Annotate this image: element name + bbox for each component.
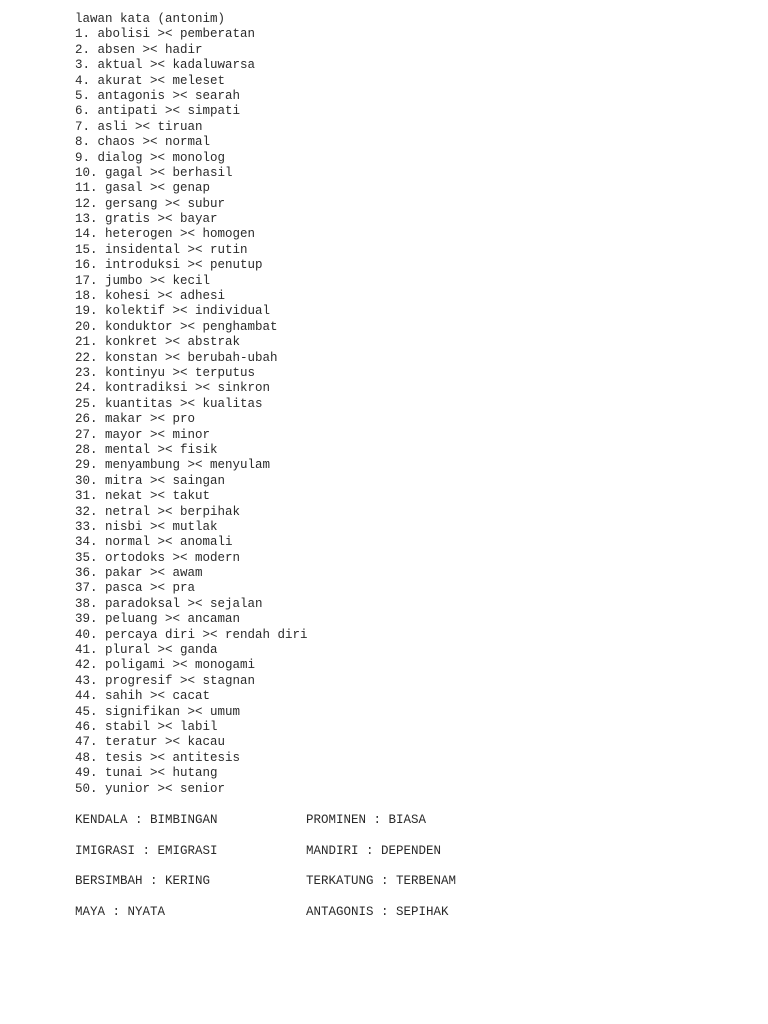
list-item: 45. signifikan >< umum bbox=[75, 704, 241, 719]
list-item: 40. percaya diri >< rendah diri bbox=[75, 627, 308, 642]
list-item: 49. tunai >< hutang bbox=[75, 766, 218, 781]
list-item: 15. insidental >< rutin bbox=[75, 242, 248, 257]
list-item: 47. teratur >< kacau bbox=[75, 735, 226, 750]
list-item: 41. plural >< ganda bbox=[75, 643, 218, 658]
list-item: 9. dialog >< monolog bbox=[75, 150, 226, 165]
word-pair-left: MAYA : NYATA bbox=[75, 904, 166, 919]
word-pair-row bbox=[75, 813, 735, 828]
list-item: 25. kuantitas >< kualitas bbox=[75, 396, 263, 411]
list-item: 46. stabil >< labil bbox=[75, 719, 218, 734]
list-item: 21. konkret >< abstrak bbox=[75, 335, 241, 350]
list-item: 38. paradoksal >< sejalan bbox=[75, 596, 263, 611]
list-item: 20. konduktor >< penghambat bbox=[75, 319, 278, 334]
list-item: 37. pasca >< pra bbox=[75, 581, 196, 596]
list-item: 1. abolisi >< pemberatan bbox=[75, 27, 256, 42]
list-item: 7. asli >< tiruan bbox=[75, 119, 203, 134]
list-item: 4. akurat >< meleset bbox=[75, 73, 226, 88]
word-pair-right: MANDIRI : DEPENDEN bbox=[306, 843, 442, 858]
list-item: 17. jumbo >< kecil bbox=[75, 273, 211, 288]
list-item: 5. antagonis >< searah bbox=[75, 88, 241, 103]
list-item: 2. absen >< hadir bbox=[75, 42, 203, 57]
list-item: 31. nekat >< takut bbox=[75, 489, 211, 504]
word-pair-row bbox=[75, 844, 735, 859]
word-pair-row bbox=[75, 874, 735, 889]
list-item: 50. yunior >< senior bbox=[75, 781, 226, 796]
word-pair-left: IMIGRASI : EMIGRASI bbox=[75, 843, 218, 858]
word-pair-row bbox=[75, 905, 735, 920]
document-title: lawan kata (antonim) bbox=[75, 12, 226, 26]
word-pair-left: KENDALA : BIMBINGAN bbox=[75, 812, 218, 827]
list-item: 3. aktual >< kadaluwarsa bbox=[75, 58, 256, 73]
list-item: 35. ortodoks >< modern bbox=[75, 550, 241, 565]
list-item: 6. antipati >< simpati bbox=[75, 104, 241, 119]
word-pair-right: PROMINEN : BIASA bbox=[306, 812, 427, 827]
list-item: 48. tesis >< antitesis bbox=[75, 750, 241, 765]
list-item: 27. mayor >< minor bbox=[75, 427, 211, 442]
list-item: 19. kolektif >< individual bbox=[75, 304, 271, 319]
list-item: 39. peluang >< ancaman bbox=[75, 612, 241, 627]
word-pair-left: BERSIMBAH : KERING bbox=[75, 874, 211, 889]
list-item: 34. normal >< anomali bbox=[75, 535, 233, 550]
list-item: 22. konstan >< berubah-ubah bbox=[75, 350, 278, 365]
word-pair-right: TERKATUNG : TERBENAM bbox=[306, 874, 457, 889]
list-item: 23. kontinyu >< terputus bbox=[75, 365, 256, 380]
list-item: 43. progresif >< stagnan bbox=[75, 673, 256, 688]
list-item: 30. mitra >< saingan bbox=[75, 473, 226, 488]
list-item: 12. gersang >< subur bbox=[75, 196, 226, 211]
list-item: 8. chaos >< normal bbox=[75, 135, 211, 150]
word-pair-right: ANTAGONIS : SEPIHAK bbox=[306, 904, 449, 919]
list-item: 14. heterogen >< homogen bbox=[75, 227, 256, 242]
list-item: 18. kohesi >< adhesi bbox=[75, 289, 226, 304]
list-item: 16. introduksi >< penutup bbox=[75, 258, 263, 273]
list-item: 36. pakar >< awam bbox=[75, 566, 203, 581]
word-pair-section bbox=[75, 813, 735, 920]
list-item: 28. mental >< fisik bbox=[75, 442, 218, 457]
list-item: 29. menyambung >< menyulam bbox=[75, 458, 271, 473]
list-item: 44. sahih >< cacat bbox=[75, 689, 211, 704]
document-body bbox=[75, 12, 735, 936]
list-item: 10. gagal >< berhasil bbox=[75, 165, 233, 180]
list-item: 24. kontradiksi >< sinkron bbox=[75, 381, 271, 396]
list-item: 32. netral >< berpihak bbox=[75, 504, 241, 519]
list-item: 42. poligami >< monogami bbox=[75, 658, 256, 673]
antonym-list bbox=[75, 27, 735, 797]
list-item: 33. nisbi >< mutlak bbox=[75, 519, 218, 534]
list-item: 26. makar >< pro bbox=[75, 412, 196, 427]
list-item: 13. gratis >< bayar bbox=[75, 212, 218, 227]
list-item: 11. gasal >< genap bbox=[75, 181, 211, 196]
